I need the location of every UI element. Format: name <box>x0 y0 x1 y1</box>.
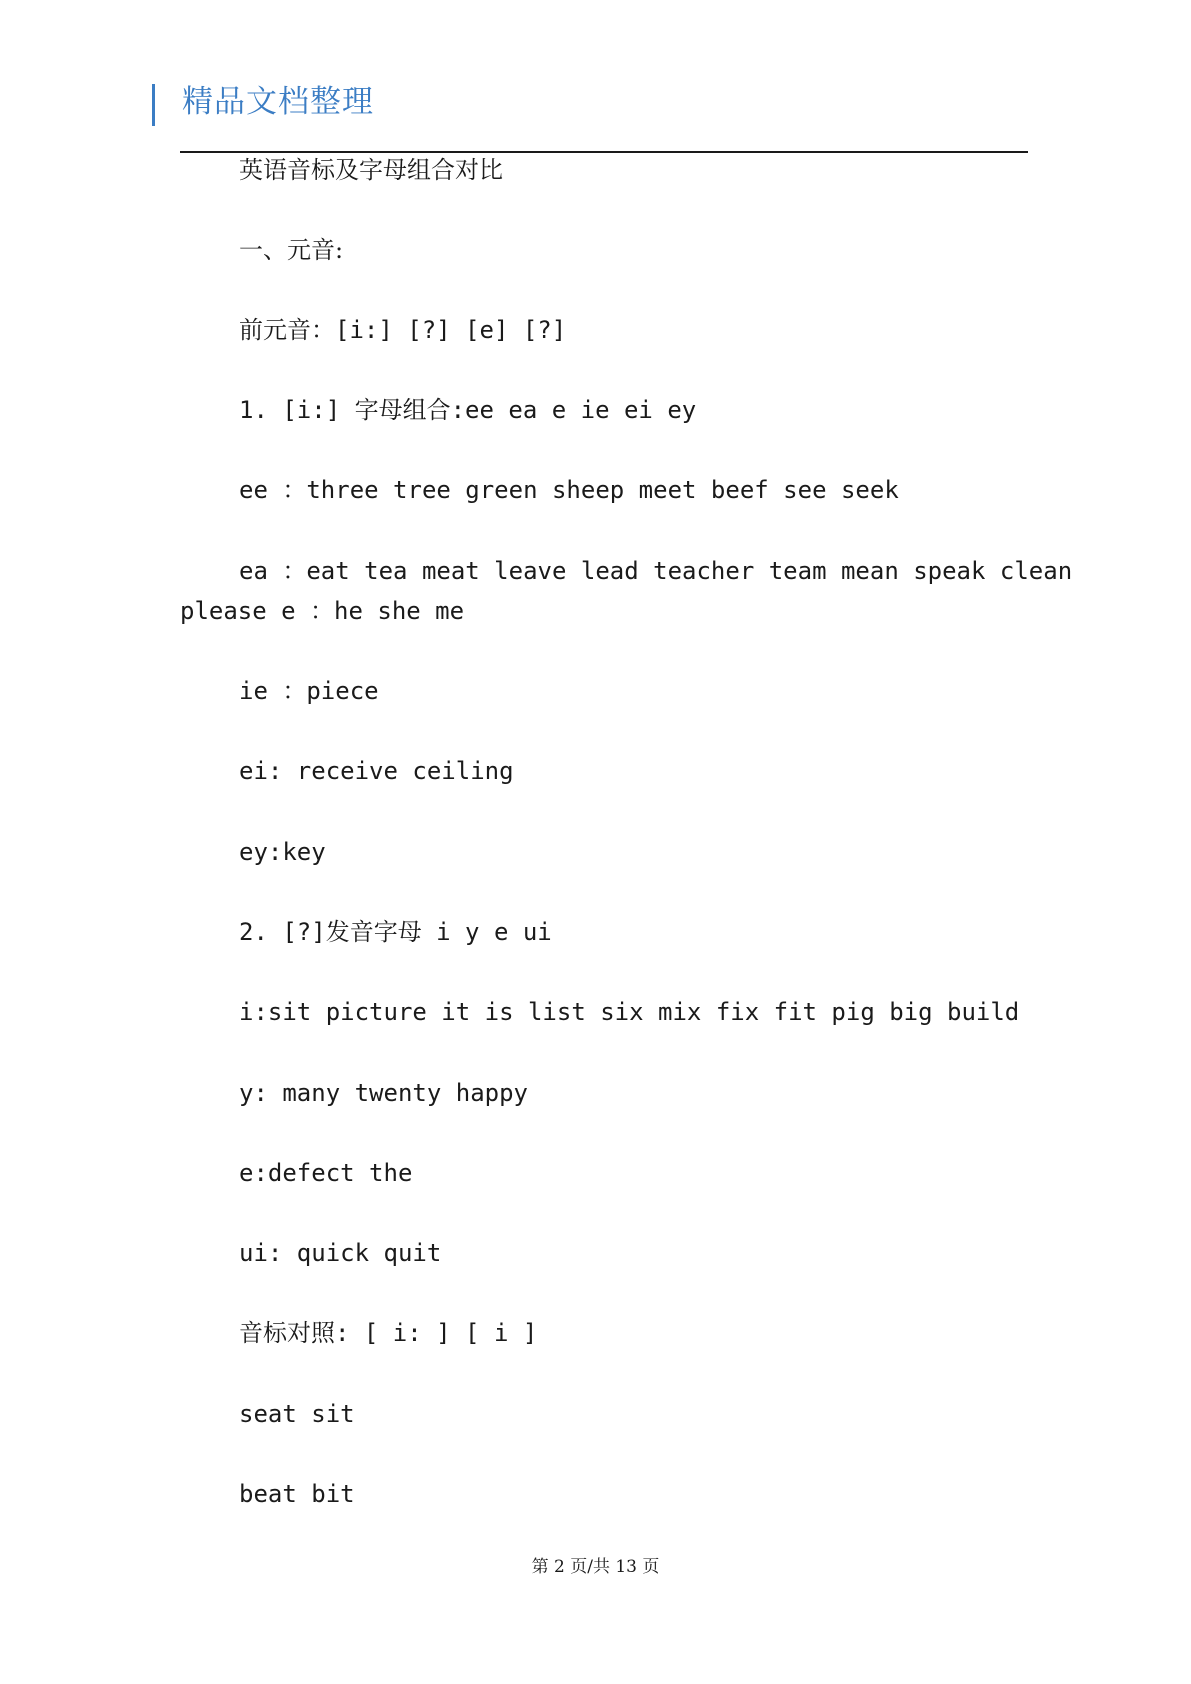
e-example-line: e:defect the <box>239 1159 413 1187</box>
header-title: 精品文档整理 <box>182 84 374 120</box>
page-footer: 第 2 页/共 13 页 <box>531 1557 660 1577</box>
item2-heading: 2. [?]发音字母 i y e ui <box>239 918 552 946</box>
item1-heading: 1. [i:] 字母组合:ee ea e ie ei ey <box>239 396 697 424</box>
section-heading-vowels: 一、元音: <box>239 236 344 264</box>
header-accent-bar <box>152 84 155 126</box>
i-example-line: i:sit picture it is list six mix fix fit pig big build <box>239 998 1020 1026</box>
ui-example-line: ui: quick quit <box>239 1239 442 1267</box>
comparison-pair-1: seat sit <box>239 1400 355 1428</box>
ee-example-line: ee ：three tree green sheep meet beef see seek <box>239 476 899 504</box>
ie-example-line: ie ：piece <box>239 677 379 705</box>
ea-example-line-continued: please e ：he she me <box>180 597 465 625</box>
ey-example-line: ey:key <box>239 838 326 866</box>
front-vowels-line: 前元音：[i:] [?] [e] [?] <box>239 316 567 344</box>
y-example-line: y: many twenty happy <box>239 1079 528 1107</box>
document-title: 英语音标及字母组合对比 <box>239 156 503 184</box>
phonetic-comparison-heading: 音标对照: [ i: ] [ i ] <box>239 1319 538 1347</box>
comparison-pair-2: beat bit <box>239 1480 355 1508</box>
ea-example-line: ea ：eat tea meat leave lead teacher team mean speak clean <box>239 557 1073 585</box>
ei-example-line: ei: receive ceiling <box>239 757 514 785</box>
